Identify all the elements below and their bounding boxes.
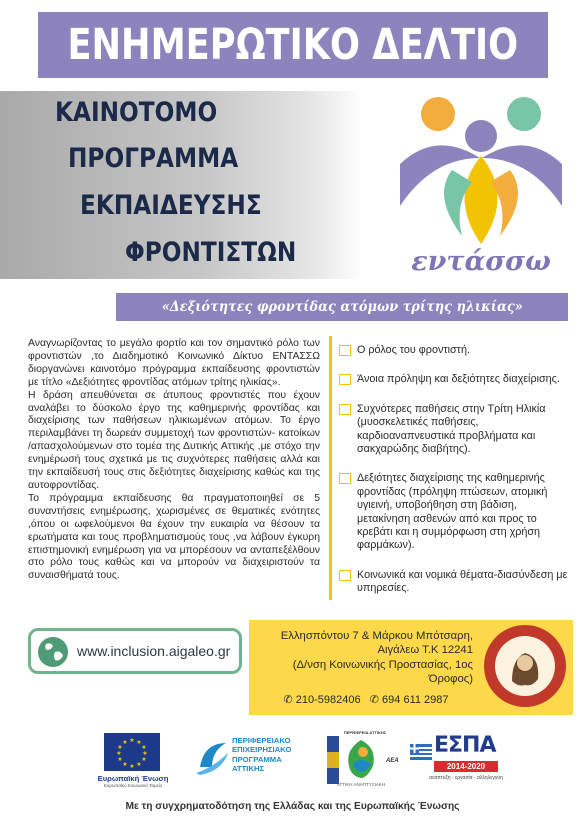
mobile-number[interactable]: 694 611 2987 bbox=[382, 694, 449, 706]
attiki-development-caption: ΑΤΤΙΚΗ ΑΝΑΠΤΥΞΙΑΚΗ bbox=[336, 782, 386, 787]
list-item bbox=[339, 472, 571, 552]
header-title: ΕΝΗΜΕΡΩΤΙΚΟ ΔΕΛΤΙΟ bbox=[67, 20, 519, 70]
greek-flag-icon bbox=[410, 744, 432, 760]
eu-sublabel: Ευρωπαϊκό Κοινωνικό Ταμείο bbox=[103, 783, 163, 788]
column-divider bbox=[329, 336, 332, 600]
checkbox-bullet-icon bbox=[339, 374, 351, 385]
description-paragraph-1: Αναγνωρίζοντας το μεγάλο φορτίο και τον σημαντικό ρόλο των φροντιστών ,το Διαδημοτικό Κοινωνικό Δίκτυο ΕΝΤΑΣΣΩ διοργανώνει καινοτόμο πρόγραμμα εκπαίδευσης φροντιστών με τίτλο «Δεξιότητες φροντίδας ατόμων τρίτης ηλικίας». bbox=[28, 338, 320, 388]
website-box[interactable] bbox=[28, 628, 242, 674]
svg-text:★: ★ bbox=[117, 756, 123, 763]
program-title-line-3: ΕΚΠΑΙΔΕΥΣΗΣ bbox=[80, 190, 262, 221]
program-title-line-2: ΠΡΟΓΡΑΜΜΑ bbox=[68, 143, 239, 174]
program-title-line-4: ΦΡΟΝΤΙΣΤΩΝ bbox=[125, 237, 297, 268]
checkbox-bullet-icon bbox=[339, 473, 351, 484]
checkbox-bullet-icon bbox=[339, 404, 351, 415]
svg-text:★: ★ bbox=[141, 744, 147, 751]
mobile-icon: ✆ bbox=[369, 694, 379, 706]
espa-motto: ανάπτυξη - εργασία - αλληλεγγύη bbox=[429, 775, 503, 781]
svg-text:★: ★ bbox=[129, 763, 135, 770]
svg-text:★: ★ bbox=[122, 739, 128, 746]
eu-flag-icon bbox=[104, 733, 160, 771]
phones-line bbox=[255, 693, 477, 706]
address-line-3: (Δ/νση Κοινωνικής Προστασίας, 1ος Όροφος) bbox=[292, 658, 473, 686]
espa-logo-text: ΕΣΠΑ bbox=[434, 733, 496, 758]
topic-text: Κοινωνικά και νομικά θέματα-διασύνδεση με υπηρεσίες. bbox=[357, 568, 568, 595]
pep-line-3: ΠΡΟΓΡΑΜΜΑ bbox=[232, 754, 282, 764]
topic-text: Ο ρόλος του φροντιστή. bbox=[357, 344, 470, 356]
list-item bbox=[339, 373, 571, 386]
address-line-2: Αιγάλεω Τ.Κ 12241 bbox=[377, 644, 473, 657]
topics-list bbox=[339, 344, 571, 596]
svg-text:★: ★ bbox=[129, 737, 135, 744]
subtitle-banner bbox=[116, 293, 568, 321]
aea-logo-text: ΑΕΑ bbox=[386, 758, 399, 764]
svg-text:★: ★ bbox=[142, 750, 148, 757]
header-banner bbox=[38, 12, 548, 78]
checkbox-bullet-icon bbox=[339, 345, 351, 356]
eu-label: Ευρωπαϊκή Ένωση bbox=[97, 774, 169, 783]
svg-text:★: ★ bbox=[136, 739, 142, 746]
description-paragraph-3: Το πρόγραμμα εκπαίδευσης θα πραγματοποιηθεί σε 5 συναντήσεις ενημέρωσης, χωρισμένες σε θεματικές ενότητες ,όπου οι ωφελούμενοι θα έχουν την ευκαιρία να θέσουν τα ερωτήματα και τους προβληματισμούς τους ,να λάβουν έγκυρη επιστημονική ενημέρωση για να μπορέσουν να ανταπεξέλθουν στο ρόλο τους καθώς και να μπορούν να διαχειριστούν τα συναισθήματά τους. bbox=[28, 492, 320, 582]
region-strip-icon bbox=[327, 736, 339, 784]
list-item bbox=[339, 569, 571, 596]
entasso-logo-text: εντάσσω bbox=[411, 246, 551, 277]
program-title-line-1: ΚΑΙΝΟΤΟΜΟ bbox=[55, 97, 218, 128]
list-item bbox=[339, 344, 571, 357]
globe-icon bbox=[37, 636, 69, 668]
address-block bbox=[257, 629, 473, 687]
attiki-development-logo-icon bbox=[343, 738, 379, 780]
pep-line-4: ΑΤΤΙΚΗΣ bbox=[232, 763, 265, 773]
pep-line-1: ΠΕΡΙΦΕΡΕΙΑΚΟ bbox=[232, 736, 291, 745]
program-subtitle: «Δεξιότητες φροντίδας ατόμων τρίτης ηλικίας» bbox=[161, 299, 523, 315]
phone-icon: ✆ bbox=[283, 694, 293, 706]
cofunding-footer: Με τη συγχρηματοδότηση της Ελλάδας και της Ευρωπαϊκής Ένωσης bbox=[125, 801, 460, 812]
phone-number[interactable]: 210-5982406 bbox=[295, 694, 361, 706]
pep-attiki-text bbox=[232, 736, 318, 773]
website-link[interactable]: www.inclusion.aigaleo.gr bbox=[77, 643, 231, 659]
municipality-seal-icon bbox=[482, 623, 568, 709]
region-label: ΠΕΡΙΦΕΡΕΙΑ ΑΤΤΙΚΗΣ bbox=[343, 730, 387, 735]
svg-text:★: ★ bbox=[136, 761, 142, 768]
description-column bbox=[28, 338, 320, 583]
svg-text:★: ★ bbox=[122, 761, 128, 768]
svg-text:★: ★ bbox=[116, 750, 122, 757]
topic-text: Άνοια πρόληψη και δεξιότητες διαχείρισης. bbox=[357, 373, 560, 386]
svg-text:★: ★ bbox=[117, 744, 123, 751]
checkbox-bullet-icon bbox=[339, 570, 351, 581]
description-paragraph-2: Η δράση απευθύνεται σε άτυπους φροντιστές που έχουν αναλάβει το δύσκολο έργο της καθημερινής φροντίδας και διαχείρισης των παθήσεων ηλικιωμένων ατόμων. Το έργο περιλαμβάνει τη δωρεάν συμμετοχή των φροντιστών- κατοίκων /απασχολούμενων στο τομέα της Δυτικής Αττικής ,με στόχο την ενημέρωσή τους σχετικά με τις συχνότερες παθήσεις αλλά και την εκπαίδευσή τους στις δεξιότητες διαχείρισης καθώς και της αυτοφροντίδας. bbox=[28, 389, 320, 491]
espa-years: 2014-2020 bbox=[434, 761, 498, 772]
topic-text: Συχνότερες παθήσεις στην Τρίτη Ηλικία (μυοσκελετικές παθήσεις, καρδιοαναπνευστικά προβλήματα και σακχαρώδης διαβήτης). bbox=[357, 402, 546, 456]
topic-text: Δεξιότητες διαχείρισης της καθημερινής φροντίδας (πρόληψη πτώσεων, ατομική υγιεινή, υποβοήθηση στη βάδιση, μετακίνηση ασθενών από και προς το κρεβάτι και η συμμόρφωση στη χρήση φαρμάκων). bbox=[357, 472, 548, 552]
address-line-1: Ελλησπόντου 7 & Μάρκου Μπότσαρη, bbox=[280, 630, 473, 642]
list-item bbox=[339, 403, 571, 457]
pep-line-2: ΕΠΙΧΕΙΡΗΣΙΑΚΟ bbox=[232, 745, 292, 755]
svg-text:★: ★ bbox=[141, 756, 147, 763]
pep-attiki-logo-icon bbox=[194, 737, 230, 777]
